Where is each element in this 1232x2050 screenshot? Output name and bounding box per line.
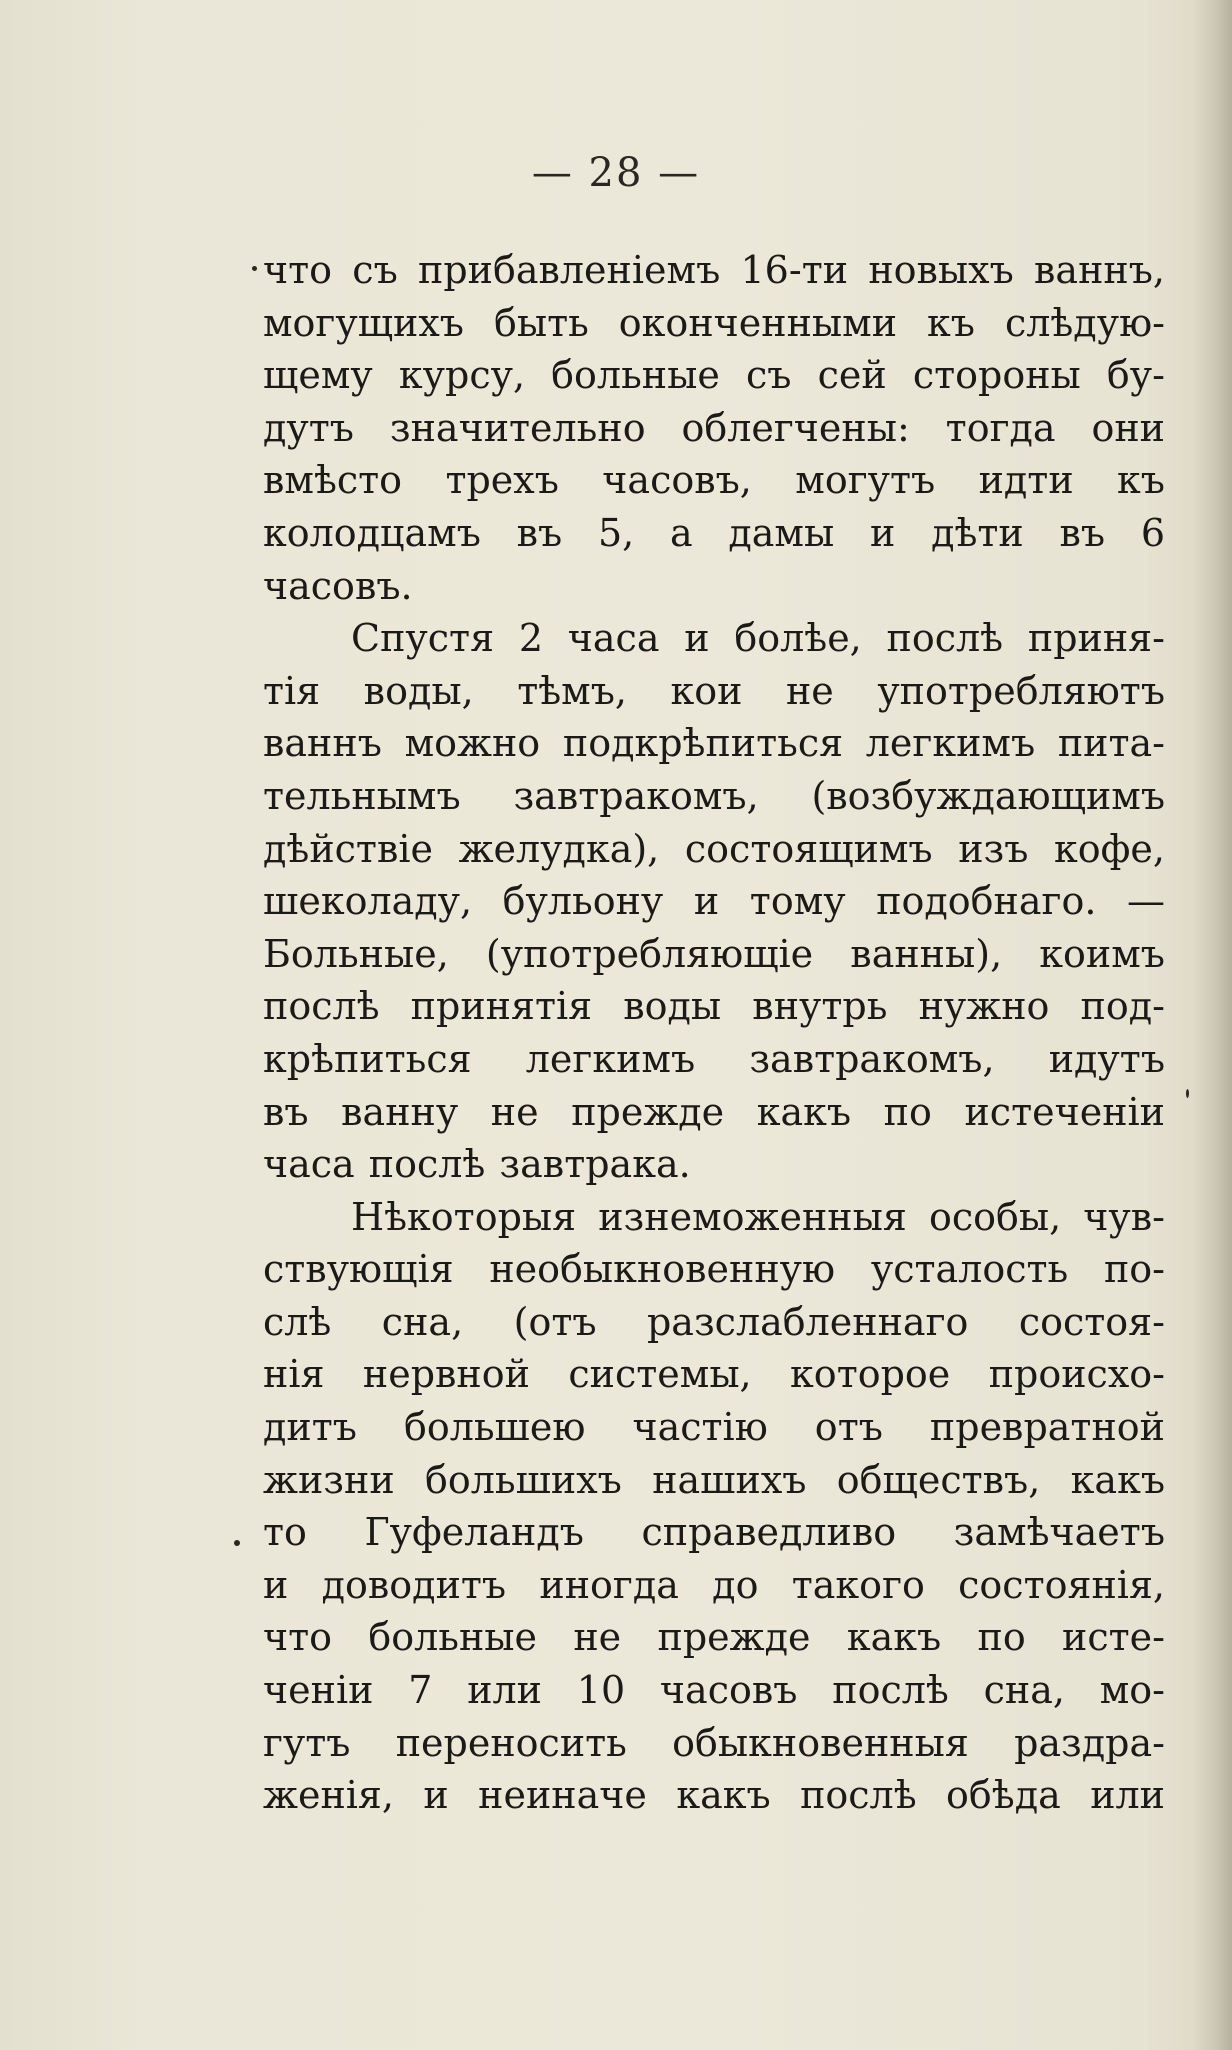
text-line: ствующія необыкновенную усталость по- [263,1247,1165,1292]
text-line: Больные, (употребляющіе ванны), коимъ [263,931,1165,976]
text-line: что больные не прежде какъ по исте- [263,1615,1165,1660]
text-line: и доводитъ иногда до такого состоянія, [263,1562,1165,1607]
text-line: то Гуфеландъ справедливо замѣчаетъ [263,1510,1165,1555]
text-line: крѣпиться легкимъ завтракомъ, идутъ [263,1036,1165,1081]
text-line: часа послѣ завтрака. [263,1142,691,1187]
text-line: ваннъ можно подкрѣпиться легкимъ пита- [263,721,1165,766]
paragraph-start-line: Спустя 2 часа и болѣе, послѣ приня- [351,616,1165,661]
text-line: колодцамъ въ 5, а дамы и дѣти въ 6 [263,510,1165,555]
text-line: дѣйствіе желудка), состоящимъ изъ кофе, [263,826,1165,871]
text-line: вмѣсто трехъ часовъ, могутъ идти къ [263,458,1165,503]
ink-speck [252,266,257,271]
ink-speck [234,1540,240,1546]
text-line: тія воды, тѣмъ, кои не употребляютъ [263,668,1165,713]
text-line: женія, и неиначе какъ послѣ обѣда или [263,1773,1165,1818]
text-line: шеколаду, бульону и тому подобнаго. — [263,879,1165,924]
body-text [263,244,1165,1822]
text-line: жизни большихъ нашихъ обществъ, какъ [263,1457,1165,1502]
paragraph-start-line: Нѣкоторыя изнеможенныя особы, чув- [351,1194,1165,1239]
text-line: щему курсу, больные съ сей стороны бу- [263,353,1165,398]
text-line: дитъ большею частію отъ превратной [263,1405,1165,1450]
text-line: гутъ переносить обыкновенныя раздра- [263,1720,1165,1765]
text-line: часовъ. [263,563,413,608]
page-edge-shadow [1194,0,1232,2050]
text-line: нія нервной системы, которое происхо- [263,1352,1165,1397]
text-line: что съ прибавленіемъ 16-ти новыхъ ваннъ, [263,248,1165,292]
text-line: въ ванну не прежде какъ по истеченіи [263,1089,1165,1134]
page-number: — 28 — [531,150,701,196]
text-line: могущихъ быть оконченными къ слѣдую- [263,300,1165,345]
text-line: дутъ значительно облегчены: тогда они [263,405,1165,450]
ink-speck [1186,1089,1189,1098]
text-line: ченіи 7 или 10 часовъ послѣ сна, мо- [263,1668,1165,1713]
text-line: слѣ сна, (отъ разслабленнаго состоя- [263,1299,1165,1344]
text-line: послѣ принятія воды внутрь нужно под- [263,984,1165,1029]
text-line: тельнымъ завтракомъ, (возбуждающимъ [263,773,1165,818]
